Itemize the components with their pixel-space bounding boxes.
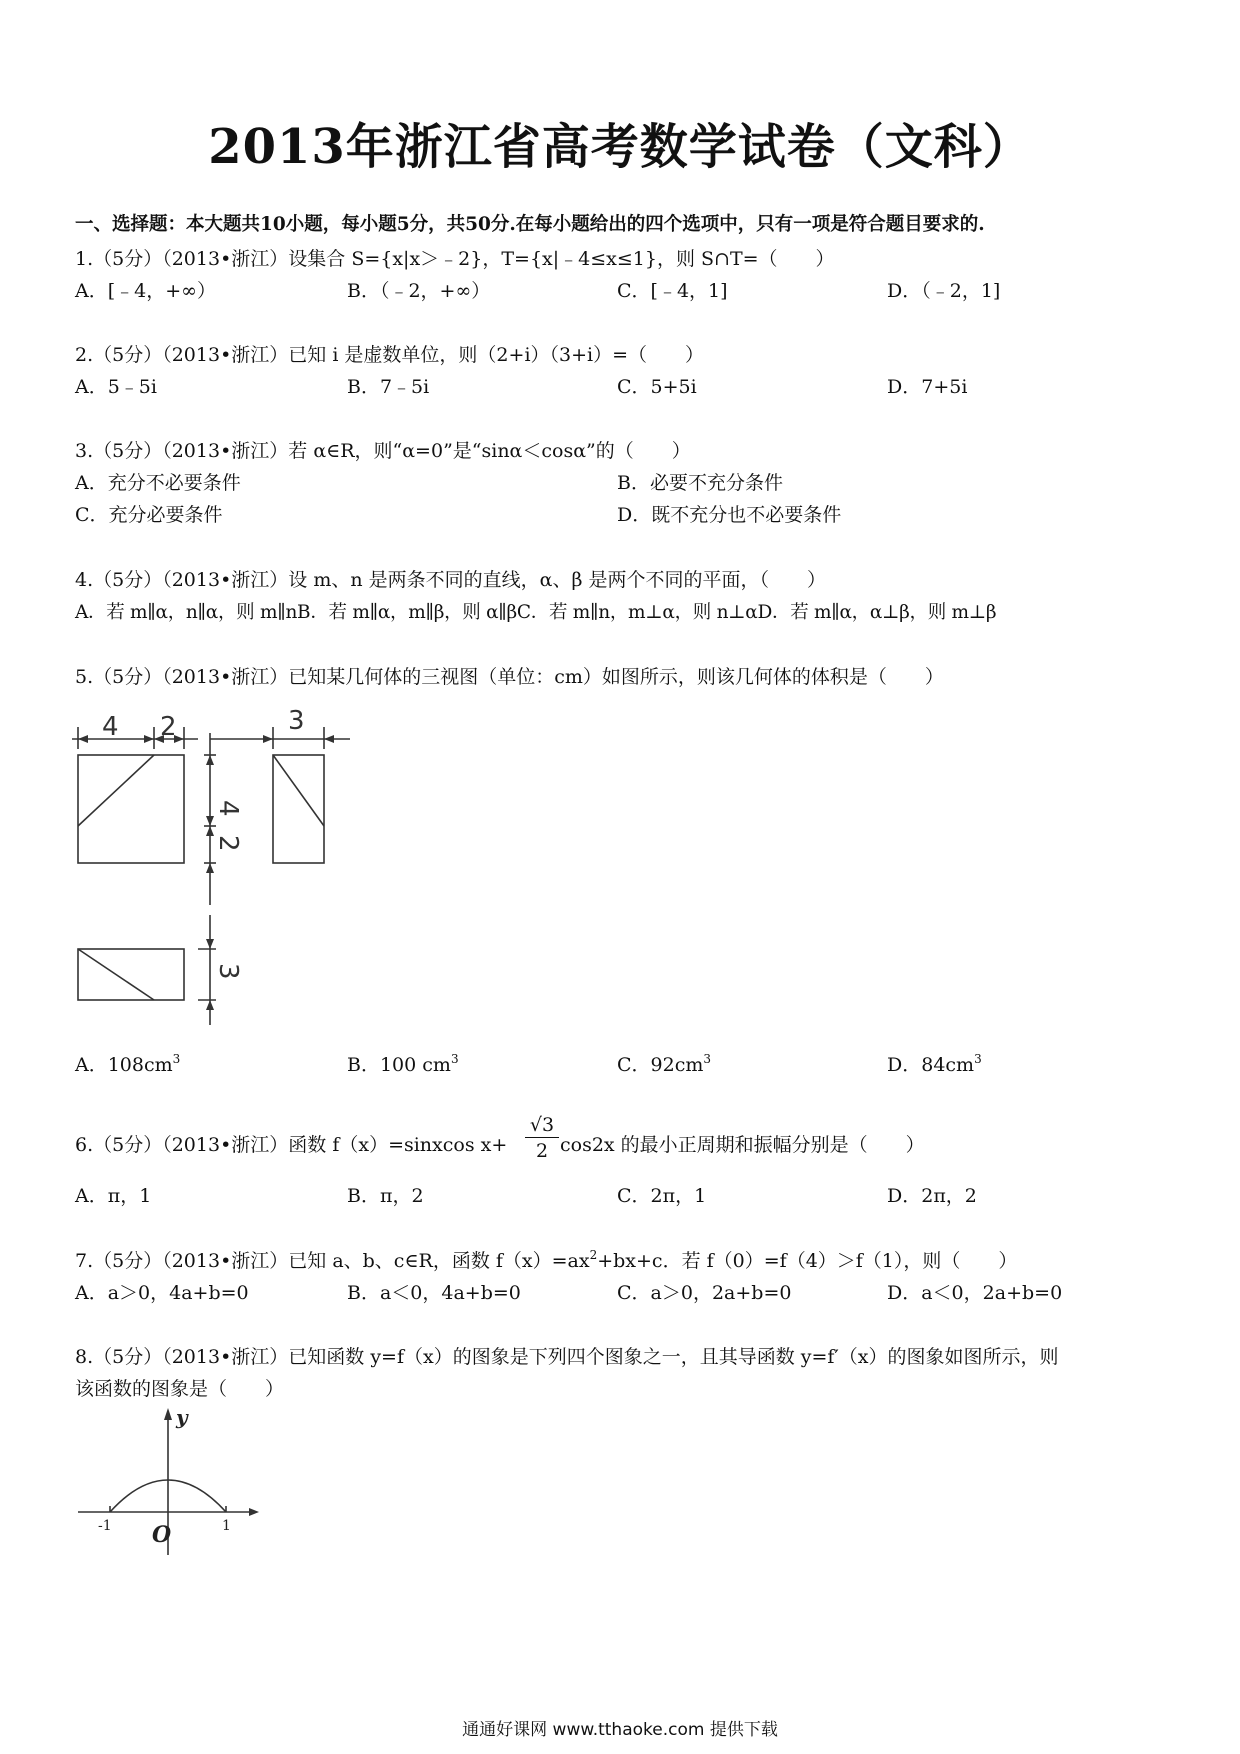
question-4-options: A．若 m∥α，n∥α，则 m∥nB．若 m∥α，m∥β，则 α∥βC．若 m∥n，m⊥α，则 n⊥αD．若 m∥α，α⊥β，则 m⊥β bbox=[75, 602, 997, 623]
question-8-stem-line1: 8.（5分）（2013•浙江）已知函数 y=f（x）的图象是下列四个图象之一，且其导函数 y=f′（x）的图象如图所示，则 bbox=[75, 1346, 1059, 1368]
question-5-option-a: A．$108cm^3$ bbox=[75, 1052, 181, 1076]
page-footer: 通通好课网 www.tthaoke.com 提供下载 bbox=[462, 1720, 778, 1740]
question-6-fraction bbox=[525, 1113, 559, 1164]
question-7-option-a: A．a＞0，4a+b=0 bbox=[75, 1282, 249, 1304]
exam-title: 2013年浙江省高考数学试卷（文科） bbox=[208, 119, 1032, 175]
derivative-graph-figure bbox=[70, 1400, 270, 1560]
question-5-option-d: D．$84cm^3$ bbox=[887, 1052, 982, 1076]
graph-tick-neg-one: -1 bbox=[98, 1518, 112, 1534]
question-2-option-d: D．7+5i bbox=[887, 376, 968, 398]
question-7-option-d: D．a＜0，2a+b=0 bbox=[887, 1282, 1063, 1304]
question-2-stem: 2.（5分）（2013•浙江）已知 i 是虚数单位，则（2+i）（3+i）=（ ） bbox=[75, 344, 705, 366]
question-1-stem: 1.（5分）（2013•浙江）设集合 S={x|x＞﹣2}，T={x|﹣4≤x≤1}，则 S∩T=（ ） bbox=[75, 248, 835, 270]
question-6-stem-before: 6.（5分）（2013•浙江）函数 f（x）=sinxcos x+ bbox=[75, 1134, 508, 1156]
dim-label-top-depth: 3 bbox=[213, 963, 243, 980]
question-6-option-c: C．2π，1 bbox=[617, 1185, 707, 1207]
question-2-option-c: C．5+5i bbox=[617, 376, 697, 398]
question-2-option-a: A．5﹣5i bbox=[75, 376, 157, 398]
question-3-option-c: C．充分必要条件 bbox=[75, 504, 223, 526]
dim-label-height-upper: 4 bbox=[213, 800, 243, 817]
dim-label-side-width: 3 bbox=[288, 706, 305, 736]
question-1-option-a: A．[﹣4，+∞） bbox=[75, 280, 216, 302]
question-7-option-c: C．a＞0，2a+b=0 bbox=[617, 1282, 792, 1304]
dim-label-front-width: 4 bbox=[102, 712, 119, 742]
question-3-option-d: D．既不充分也不必要条件 bbox=[617, 504, 842, 526]
three-view-figure bbox=[70, 705, 370, 1035]
question-3-option-b: B．必要不充分条件 bbox=[617, 472, 783, 494]
fraction-denominator: 2 bbox=[535, 1140, 549, 1162]
section-header: 一、选择题：本大题共10小题，每小题5分，共50分.在每小题给出的四个选项中，只有一项是符合题目要求的. bbox=[75, 214, 985, 235]
question-7-option-b: B．a＜0，4a+b=0 bbox=[347, 1282, 521, 1304]
dim-label-height-lower: 2 bbox=[213, 835, 243, 852]
question-7-stem: 7.（5分）（2013•浙江）已知 a、b、c∈R，函数 $f(x)=ax^2+bx+c$．若 f（0）=f（4）＞f（1），则（ ） bbox=[75, 1248, 1018, 1272]
question-1-option-b: B．（﹣2，+∞） bbox=[347, 280, 491, 302]
question-2-option-b: B．7﹣5i bbox=[347, 376, 430, 398]
question-4-stem: 4.（5分）（2013•浙江）设 m、n 是两条不同的直线，α、β 是两个不同的平面，（ ） bbox=[75, 569, 826, 591]
question-6-stem-after: cos2x 的最小正周期和振幅分别是（ ） bbox=[560, 1134, 925, 1156]
question-1-option-d: D．（﹣2，1] bbox=[887, 280, 1001, 302]
question-6-option-a: A．π，1 bbox=[75, 1185, 152, 1207]
fraction-numerator: √3 bbox=[525, 1113, 559, 1138]
question-5-option-b: B．100 $cm^3$ bbox=[347, 1052, 459, 1076]
question-3-option-a: A．充分不必要条件 bbox=[75, 472, 241, 494]
graph-origin-label: O bbox=[152, 1522, 172, 1548]
dim-label-side-offset: 2 bbox=[160, 712, 177, 742]
question-6-option-d: D．2π，2 bbox=[887, 1185, 977, 1207]
question-8-stem-line2: 该函数的图象是（ ） bbox=[75, 1378, 285, 1400]
question-6-option-b: B．π，2 bbox=[347, 1185, 424, 1207]
question-5-stem: 5.（5分）（2013•浙江）已知某几何体的三视图（单位：cm）如图所示，则该几何体的体积是（ ） bbox=[75, 666, 944, 688]
graph-tick-one: 1 bbox=[222, 1518, 231, 1534]
question-1-option-c: C．[﹣4，1] bbox=[617, 280, 728, 302]
graph-y-axis-label: y bbox=[176, 1405, 188, 1429]
question-5-option-c: C．$92cm^3$ bbox=[617, 1052, 712, 1076]
question-3-stem: 3.（5分）（2013•浙江）若 α∈R，则“α=0”是“sinα＜cosα”的（ ） bbox=[75, 440, 691, 462]
